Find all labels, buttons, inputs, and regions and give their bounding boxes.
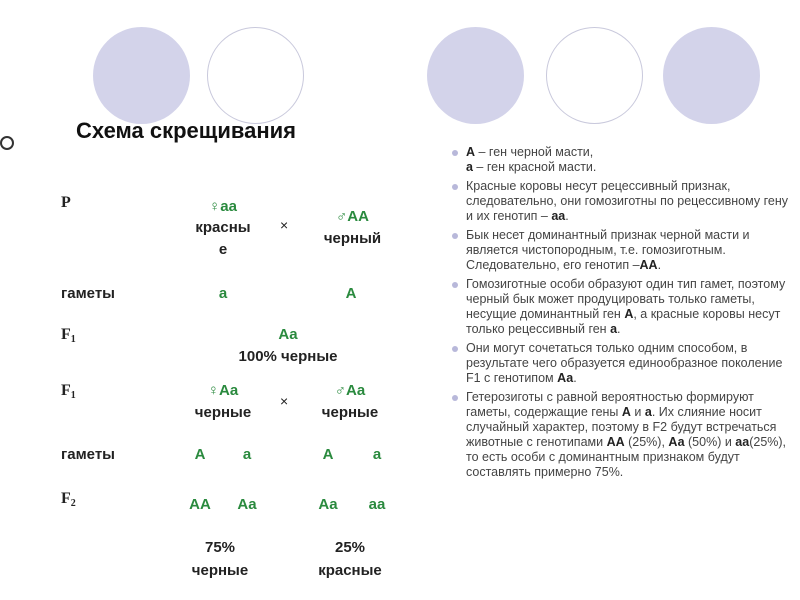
explanation-item: [452, 179, 794, 224]
note-text: Бык несет доминантный признак черной масти и является чистопородным, т.е. гомозиготным. Следовательно, его генотип –: [466, 228, 750, 272]
female-genotype: [188, 196, 258, 218]
f1-male-genotype: ♂Aa: [334, 382, 366, 399]
note-text: – ген черной масти,: [475, 145, 594, 159]
note-text: Красные коровы несут рецессивный признак, следовательно, они гомозиготны по рецессивному гену и их генотип –: [466, 179, 788, 223]
note-text: (50%) и: [684, 435, 736, 449]
note-text: . Их слияние носит случайный характер, поэтому в F2 будут встречаться животные с генотипами: [466, 405, 777, 449]
male-genotype: [310, 206, 395, 228]
note-text: Гомозиготные особи образуют один тип гамет, поэтому черный бык может продуцировать только гаметы, несущие доминантный ген: [466, 277, 786, 321]
decor-circle: [207, 27, 304, 124]
explanation-item: [452, 277, 794, 337]
note-bold: аа: [551, 209, 566, 223]
row-label-f2: [61, 488, 76, 515]
slide-title: Схема скрещивания: [76, 118, 296, 143]
offspring-genotype: Aa: [318, 496, 338, 513]
gamete: a: [242, 446, 252, 463]
note-text: .: [617, 322, 621, 336]
f2-right-phenotype: красные: [318, 562, 382, 579]
f1-male-phenotype: черные: [321, 404, 379, 421]
female-phenotype-line1: красны: [195, 219, 251, 236]
note-bold: А: [466, 145, 476, 159]
note-text: – ген красной масти.: [472, 160, 597, 174]
cross-sign: ×: [280, 393, 289, 409]
note-bold: А: [621, 405, 631, 419]
offspring-genotype: Aa: [237, 496, 257, 513]
note-bold: а: [644, 405, 652, 419]
note-text: .: [573, 371, 577, 385]
row-label-f1-sub: 1: [70, 334, 76, 345]
decor-circle: [93, 27, 190, 124]
row-label-f2-letter: F: [61, 490, 71, 507]
row-label-gametes: гаметы: [61, 446, 115, 463]
note-bold: Аа: [668, 435, 685, 449]
note-bold: а: [466, 160, 473, 174]
gamete: a: [372, 446, 382, 463]
row-label-gametes: гаметы: [61, 285, 115, 302]
f2-left-phenotype: черные: [191, 562, 249, 579]
row-label-f1-letter: F: [61, 326, 71, 343]
note-bold: АА: [606, 435, 625, 449]
gamete: A: [194, 446, 206, 463]
decor-circle: [546, 27, 643, 124]
row-label-f1-cross-letter: F: [61, 382, 71, 399]
row-label-f1-cross-sub: 1: [70, 390, 76, 401]
note-bold: А: [624, 307, 634, 321]
note-text: (25%), то есть особи с доминантным признаком будут составлять примерно 75%.: [466, 435, 787, 479]
female-genotype-text: ♀aa: [209, 198, 237, 215]
gamete: a: [218, 285, 228, 302]
f1-result: 100% черные: [238, 348, 338, 365]
title-bullet-icon: [0, 136, 14, 150]
note-bold: а: [610, 322, 618, 336]
male-genotype-text: ♂AA: [336, 208, 369, 225]
note-text: , а красные коровы несут только рецессивный ген: [466, 307, 781, 336]
note-bold: АА: [639, 258, 658, 272]
note-text: и: [630, 405, 645, 419]
row-label-f1-cross: [61, 380, 76, 407]
f2-right-percent: 25%: [334, 539, 366, 556]
explanation-item: [452, 341, 794, 386]
f2-left-percent: 75%: [204, 539, 236, 556]
explanation-list: [452, 145, 794, 484]
male-phenotype: черный: [323, 230, 382, 247]
female-phenotype-line2: е: [218, 241, 228, 258]
row-label-p: P: [61, 194, 71, 211]
decor-circle: [663, 27, 760, 124]
row-label-f1: [61, 324, 76, 351]
offspring-genotype: AA: [189, 496, 211, 513]
note-text: Гетерозиготы с равной вероятностью формируют гаметы, содержащие гены: [466, 390, 754, 419]
note-text: .: [565, 209, 569, 223]
offspring-genotype: aa: [368, 496, 386, 513]
f1-female-phenotype: черные: [194, 404, 252, 421]
note-bold: аа: [735, 435, 750, 449]
note-text: (25%),: [624, 435, 669, 449]
cross-sign: ×: [280, 217, 289, 233]
note-bold: Аа: [557, 371, 574, 385]
note-text: .: [657, 258, 662, 272]
note-text: Они могут сочетаться только одним способом, в результате чего образуется единообразное поколение F1 с генотипом: [466, 341, 783, 385]
f1-genotype: Aa: [278, 326, 298, 343]
gamete: A: [322, 446, 334, 463]
row-label-f2-sub: 2: [70, 498, 76, 509]
f1-female-genotype: ♀Aa: [207, 382, 239, 399]
gamete: A: [345, 285, 357, 302]
explanation-item: [452, 390, 794, 480]
explanation-item: [452, 228, 794, 273]
decor-circle: [427, 27, 524, 124]
explanation-item: [452, 145, 794, 175]
